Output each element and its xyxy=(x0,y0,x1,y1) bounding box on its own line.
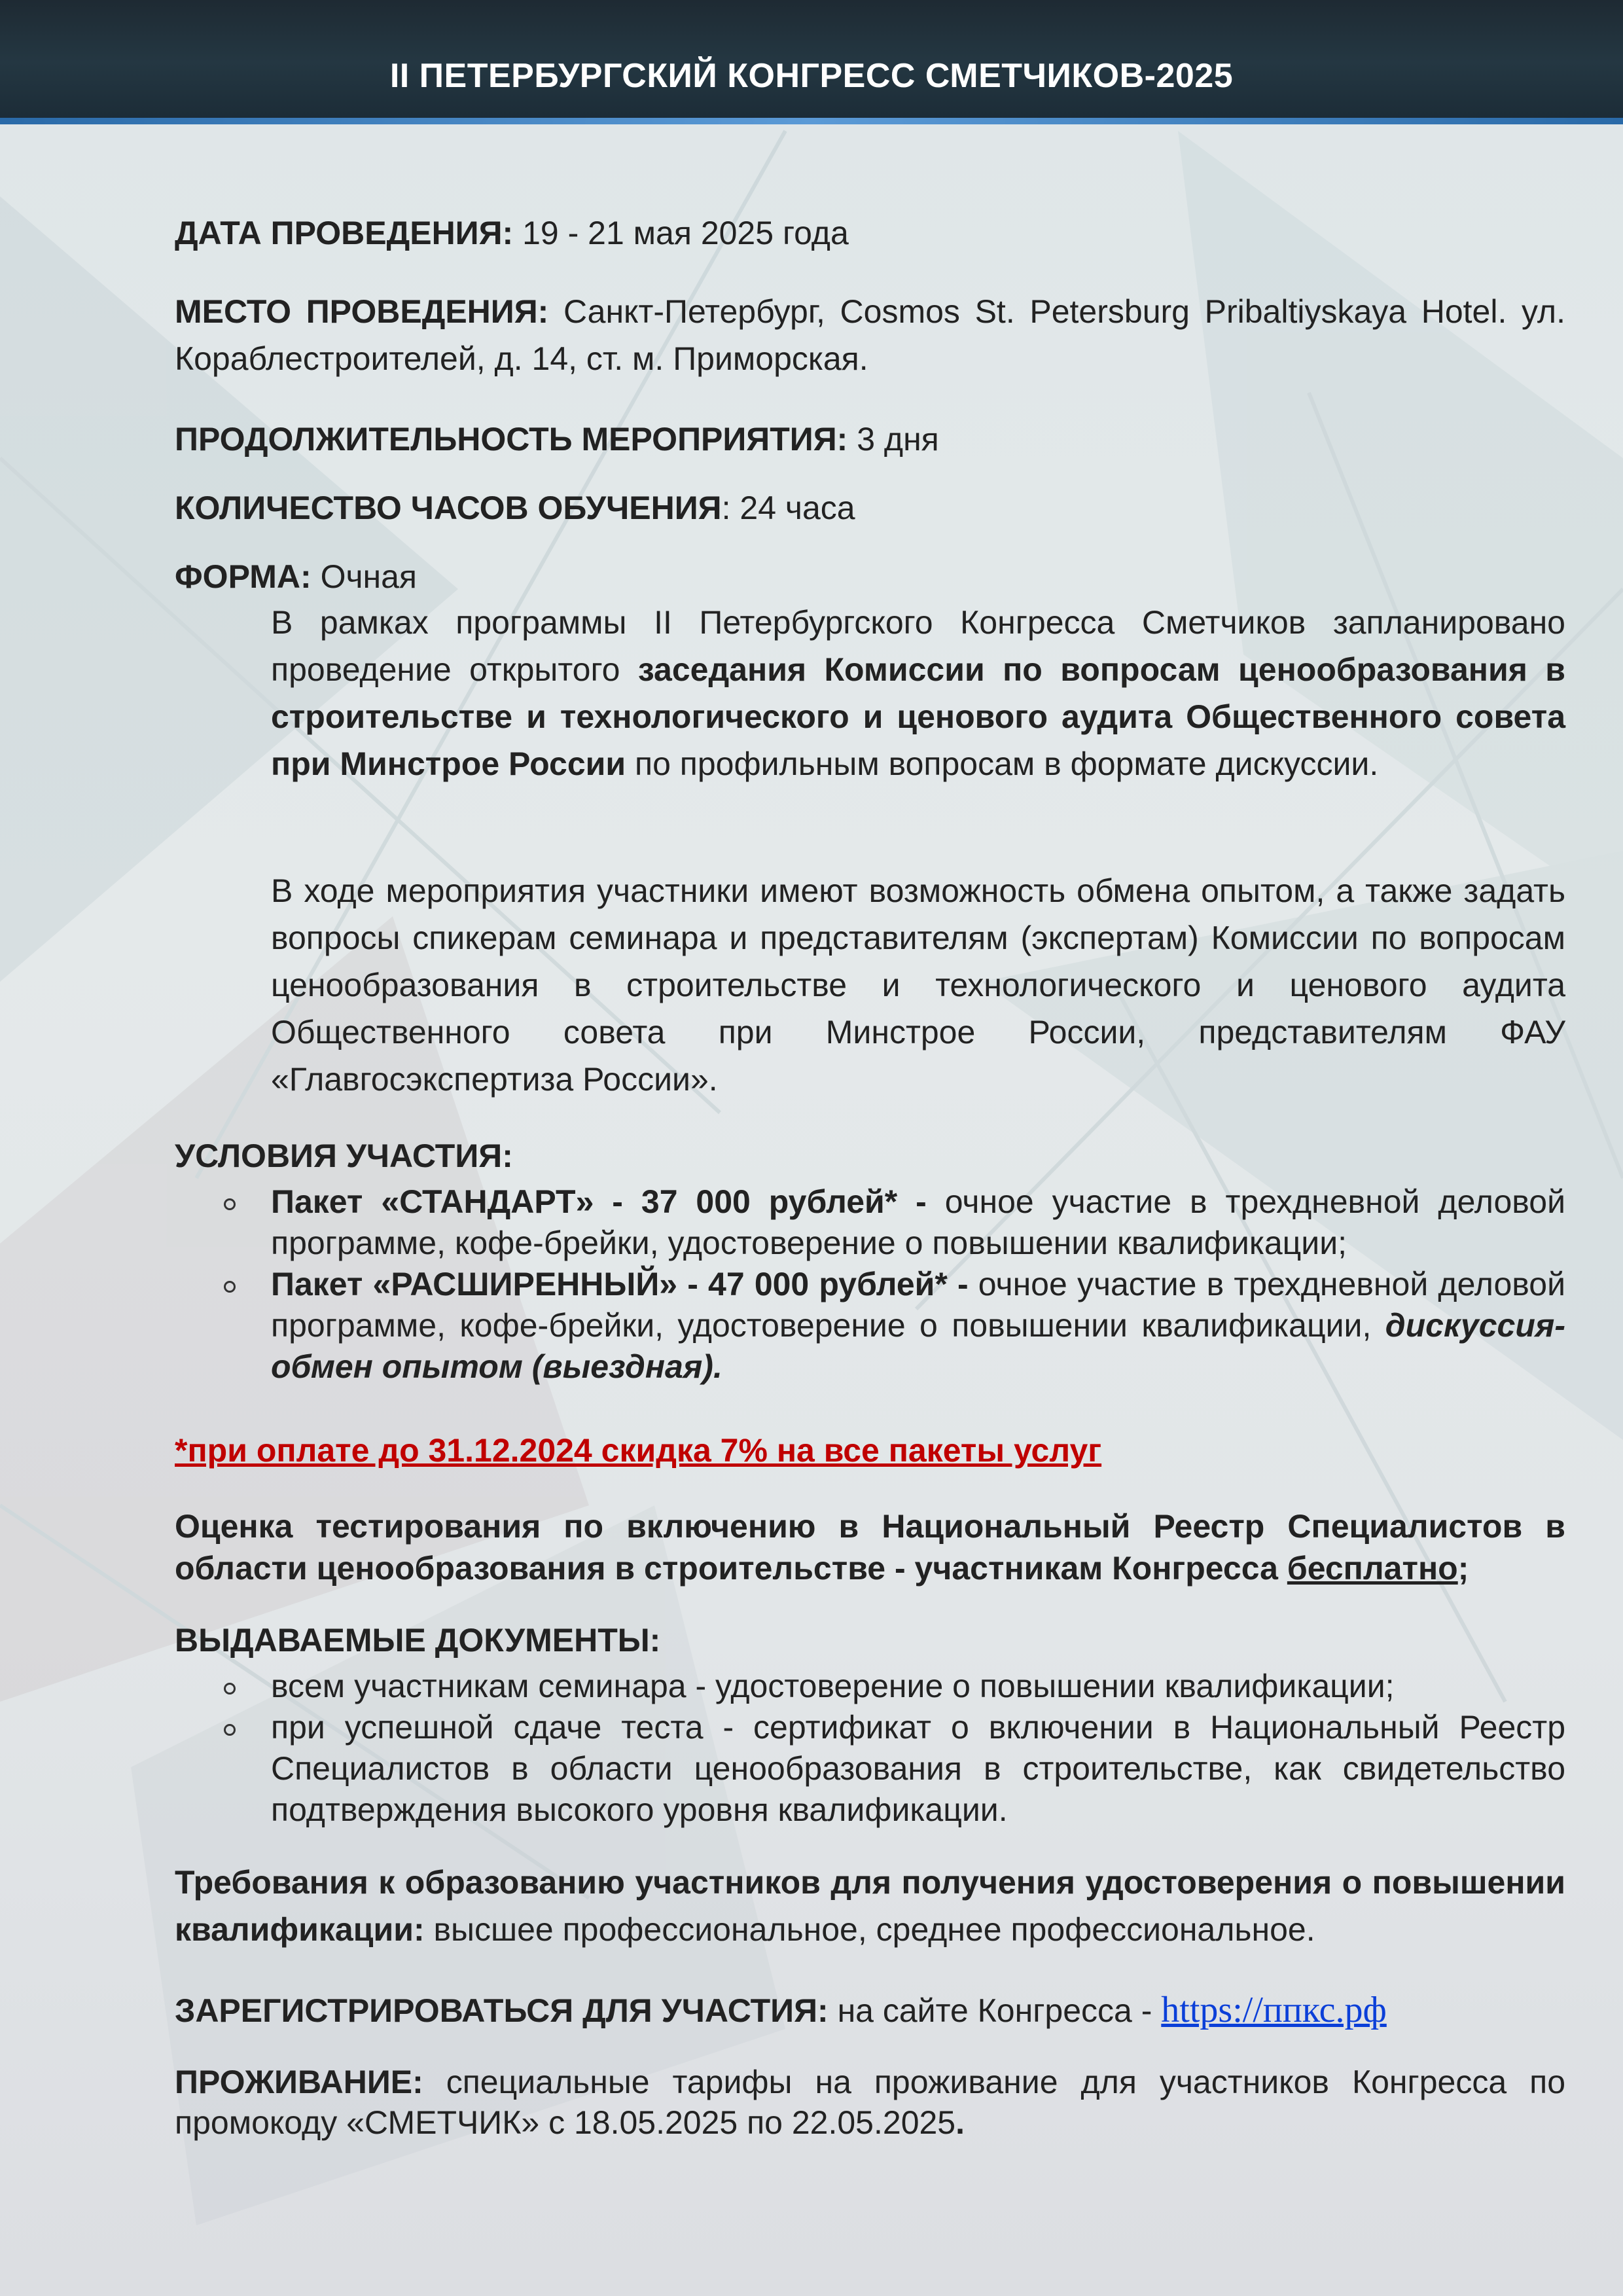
form-value: Очная xyxy=(311,558,417,595)
assessment-free: бесплатно xyxy=(1287,1550,1458,1587)
experience-paragraph-text: В ходе мероприятия участники имеют возможность обмена опытом, а также задать вопросы спикерам семинара и представителям (экспертам) Комиссии по вопросам ценообразования в строительстве и технологического и ценового аудита Общественного совета при Минстрое России, представителям ФАУ «Главгосэкспертиза России». xyxy=(271,872,1565,1098)
venue-label: МЕСТО ПРОВЕДЕНИЯ: xyxy=(175,293,549,330)
experience-paragraph xyxy=(271,867,1565,1103)
register-text: на сайте Конгресса - xyxy=(828,1992,1162,2029)
form-line xyxy=(175,553,417,600)
page-title: II ПЕТЕРБУРГСКИЙ КОНГРЕСС СМЕТЧИКОВ-2025 xyxy=(389,57,1234,95)
accommodation-paragraph xyxy=(175,2062,1565,2143)
form-label: ФОРМА: xyxy=(175,558,312,595)
date-label: ДАТА ПРОВЕДЕНИЯ: xyxy=(175,215,514,251)
hollow-bullet-icon xyxy=(224,1198,236,1210)
package-extended-title: Пакет «РАСШИРЕННЫЙ» - 47 000 рублей* - xyxy=(271,1266,969,1302)
commission-paragraph-post: по профильным вопросам в формате дискуссии. xyxy=(626,745,1379,782)
date-line xyxy=(175,209,849,257)
conditions-list xyxy=(175,1181,1565,1388)
documents-list xyxy=(175,1666,1565,1831)
commission-paragraph-bold: заседания Комиссии по вопросам ценообразования в строительстве и технологического и ценового аудита Общественного совета при Минстрое России xyxy=(271,651,1565,782)
assessment-end: ; xyxy=(1457,1550,1469,1587)
package-extended-extra: дискуссия-обмен опытом (выездная). xyxy=(271,1307,1565,1385)
list-item xyxy=(175,1181,1565,1264)
discount-note: *при оплате до 31.12.2024 скидка 7% на все пакеты услуг xyxy=(175,1432,1102,1469)
congress-site-link[interactable]: https://ппкс.рф xyxy=(1161,1990,1387,2030)
hours-label: КОЛИЧЕСТВО ЧАСОВ ОБУЧЕНИЯ xyxy=(175,490,722,526)
assessment-paragraph xyxy=(175,1505,1565,1589)
hollow-bullet-icon xyxy=(224,1281,236,1293)
venue-value: Санкт-Петербург, Cosmos St. Petersburg Pribaltiyskaya Hotel. ул. Кораблестроителей, д. 14, ст. м. Приморская. xyxy=(175,293,1565,377)
list-item xyxy=(175,1666,1565,1707)
package-standard-text: очное участие в трехдневной деловой программе, кофе-брейки, удостоверение о повышении квалификации; xyxy=(271,1183,1566,1261)
package-extended-text: очное участие в трехдневной деловой программе, кофе-брейки, удостоверение о повышении квалификации, xyxy=(271,1266,1566,1344)
duration-value: 3 дня xyxy=(847,421,939,457)
hours-line xyxy=(175,484,855,531)
commission-paragraph-pre: В рамках программы II Петербургского Конгресса Сметчиков запланировано проведение открытого xyxy=(271,604,1565,688)
documents-heading: ВЫДАВАЕМЫЕ ДОКУМЕНТЫ: xyxy=(175,1622,661,1659)
package-standard-title: Пакет «СТАНДАРТ» - 37 000 рублей* - xyxy=(271,1183,927,1220)
assessment-text: Оценка тестирования по включению в Национальный Реестр Специалистов в области ценообразования в строительстве - участникам Конгресса xyxy=(175,1508,1565,1587)
hollow-bullet-icon xyxy=(224,1683,236,1695)
page-header-banner xyxy=(0,0,1623,124)
header-accent-stripe xyxy=(0,118,1623,124)
list-item xyxy=(175,1264,1565,1388)
requirements-label: Требования к образованию участников для получения удостоверения о повышении квалификации: xyxy=(175,1864,1565,1948)
list-item xyxy=(175,1707,1565,1831)
accommodation-text: специальные тарифы на проживание для участников Конгресса по промокоду «СМЕТЧИК» с 18.05.2025 по 22.05.2025 xyxy=(175,2064,1565,2141)
accommodation-end: . xyxy=(955,2104,965,2141)
requirements-text: высшее профессиональное, среднее профессиональное. xyxy=(424,1911,1315,1948)
document-item-text: при успешной сдаче теста - сертификат о включении в Национальный Реестр Специалистов в области ценообразования в строительстве, как свидетельство подтверждения высокого уровня квалификации. xyxy=(271,1709,1565,1828)
duration-line xyxy=(175,416,939,463)
conditions-heading: УСЛОВИЯ УЧАСТИЯ: xyxy=(175,1138,513,1174)
document-item-text: всем участникам семинара - удостоверение о повышении квалификации; xyxy=(271,1668,1395,1704)
register-line xyxy=(175,1986,1387,2034)
commission-paragraph xyxy=(271,599,1565,787)
register-label: ЗАРЕГИСТРИРОВАТЬСЯ ДЛЯ УЧАСТИЯ: xyxy=(175,1992,829,2029)
requirements-paragraph xyxy=(175,1859,1565,1953)
venue-line xyxy=(175,288,1565,382)
hollow-bullet-icon xyxy=(224,1724,236,1736)
date-value: 19 - 21 мая 2025 года xyxy=(513,215,849,251)
accommodation-label: ПРОЖИВАНИЕ: xyxy=(175,2064,423,2100)
duration-label: ПРОДОЛЖИТЕЛЬНОСТЬ МЕРОПРИЯТИЯ: xyxy=(175,421,848,457)
hours-value: : 24 часа xyxy=(721,490,855,526)
